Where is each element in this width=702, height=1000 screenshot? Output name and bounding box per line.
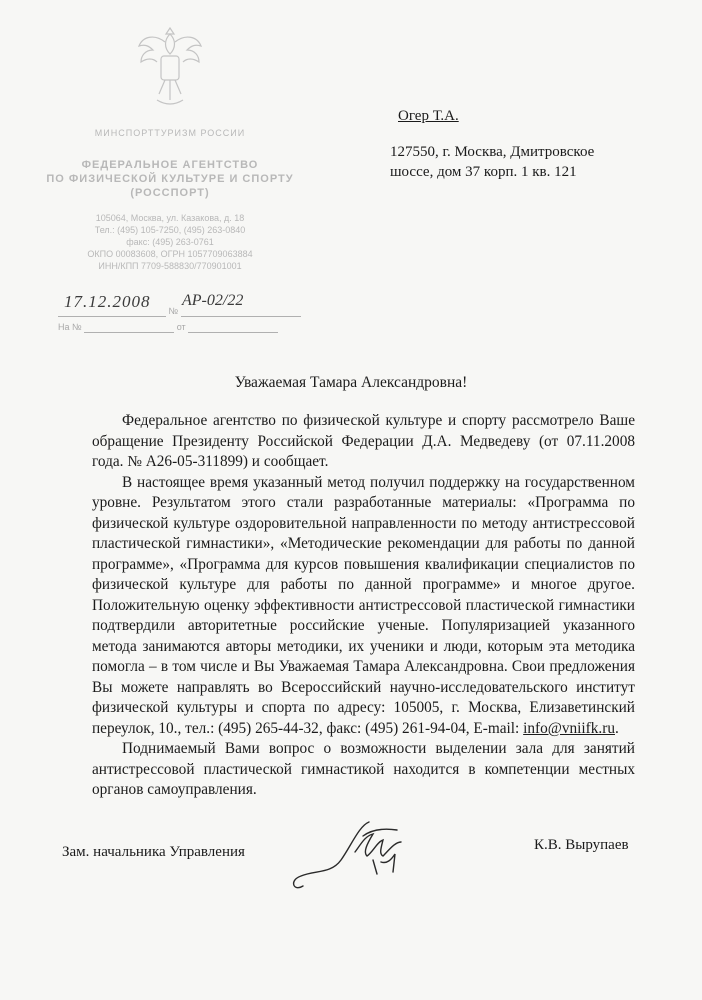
salutation: Уважаемая Тамара Александровна! bbox=[234, 374, 468, 391]
coat-of-arms-emblem bbox=[135, 20, 205, 115]
email-link[interactable]: info@vniifk.ru bbox=[523, 719, 615, 737]
handwritten-signature bbox=[285, 808, 435, 900]
letterhead-agency: ФЕДЕРАЛЬНОЕ АГЕНТСТВО ПО ФИЗИЧЕСКОЙ КУЛЬТУРЕ И СПОРТУ (РОССПОРТ) bbox=[46, 159, 294, 199]
incoming-reg-line: На № от bbox=[58, 322, 278, 333]
letterhead-contacts: 105064, Москва, ул. Казакова, д. 18 Тел.: (495) 105-7250, (495) 263-0840 факс: (495) 263-0761 ОКПО 00083608, ОГРН 1057709063884 ИНН/КПП 7709-588830/770901001 bbox=[87, 213, 253, 271]
letter-body bbox=[92, 411, 635, 801]
paragraph-3: Поднимаемый Вами вопрос о возможности выделении зала для занятий антистрессовой пластической гимнастикой находится в компетенции местных органов самоуправления. bbox=[92, 740, 635, 798]
letterhead-ministry: МИНСПОРТТУРИЗМ РОССИИ bbox=[94, 128, 246, 138]
paragraph-1: Федеральное агентство по физической культуре и спорту рассмотрело Ваше обращение Президенту Российской Федерации Д.А. Медведеву (от 07.11.2008 года. № А26-05-311899) и сообщает. bbox=[92, 412, 635, 470]
paragraph-2: В настоящее время указанный метод получил поддержку на государственном уровне. Результатом этого стали разработанные материалы: «Программа по физической культуре оздоровительной направленности по методу антистрессовой пластической гимнастики», «Методические рекомендации для работы по данной программе», «Программа для курсов повышения квалификации специалистов по физической культуре для работы по данной программе» и многое другое. Положительную оценку эффективности антистрессовой пластической гимнастики подтвердили авторитетные российские ученые. Популяризацией указанного метода занимаются авторы методики, их ученики и люди, которым эта методика помогла – в том числе и Вы Уважаемая Тамара Александровна. Свои предложения Вы можете направлять во Всероссийский научно-исследовательского институт физической культуры и спорта по адресу: 105005, г. Москва, Елизаветинский переулок, 10., тел.: (495) 265-44-32, факс: (495) 261-94-04, E-mail: info@vniifk.ru. bbox=[92, 473, 635, 737]
outgoing-reg-line: № bbox=[58, 306, 301, 317]
recipient-name: Огер Т.А. bbox=[398, 108, 459, 124]
signer-role: Зам. начальника Управления bbox=[62, 844, 245, 860]
recipient-address: 127550, г. Москва, Дмитровское шоссе, дом 37 корп. 1 кв. 121 bbox=[390, 144, 595, 180]
handwritten-number: АР-02/22 bbox=[182, 292, 244, 309]
signer-name: К.В. Вырупаев bbox=[534, 837, 629, 853]
handwritten-date: 17.12.2008 bbox=[64, 292, 151, 311]
